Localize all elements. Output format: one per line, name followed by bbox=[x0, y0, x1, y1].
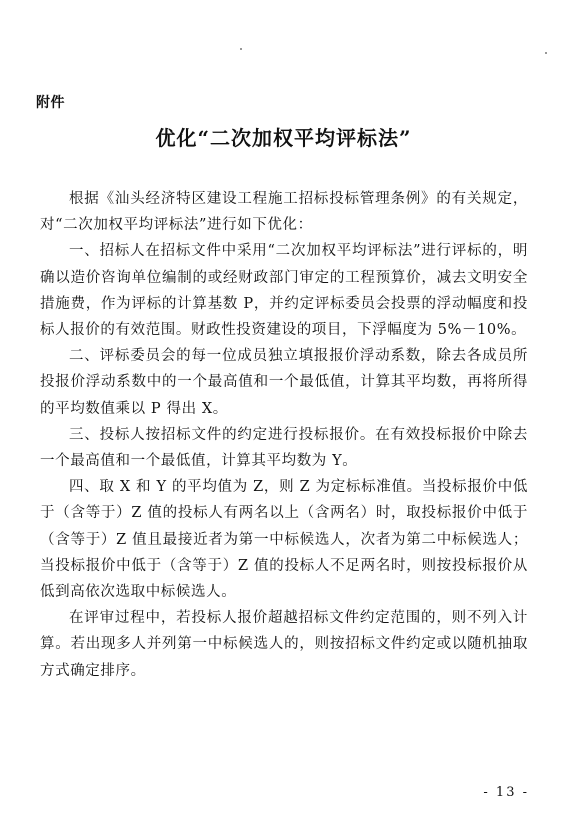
scan-speck bbox=[545, 52, 547, 54]
document-title: 优化“二次加权平均评标法” bbox=[155, 126, 412, 150]
paragraph-item-3: 三、投标人按招标文件的约定进行投标报价。在有效投标报价中除去一个最高值和一个最低值，计算其平均数为 Y。 bbox=[40, 426, 528, 470]
page-number: - 13 - bbox=[483, 785, 529, 800]
paragraph-item-2: 二、评标委员会的每一位成员独立填报报价浮动系数，除去各成员所投报价浮动系数中的一个最高值和一个最低值，计算其平均数，再将所得的平均数值乘以 P 得出 X。 bbox=[40, 348, 528, 417]
attachment-label: 附件 bbox=[36, 95, 65, 111]
document-body bbox=[40, 186, 528, 684]
paragraph-item-1: 一、招标人在招标文件中采用“二次加权平均评标法”进行评标的，明确以造价咨询单位编制的或经财政部门审定的工程预算价，减去文明安全措施费，作为评标的计算基数 P，并约定评标委员会投票的浮动幅度和投标人报价的有效范围。财政性投资建设的项目，下浮幅度为 5%－10%。 bbox=[40, 243, 528, 339]
paragraph-closing: 在评审过程中，若投标人报价超越招标文件约定范围的，则不列入计算。若出现多人并列第一中标候选人的，则按招标文件约定或以随机抽取方式确定排序。 bbox=[40, 610, 528, 679]
paragraph-item-4: 四、取 X 和 Y 的平均值为 Z，则 Z 为定标标准值。当投标报价中低于（含等于）Z 值的投标人有两名以上（含两名）时，取投标报价中低于（含等于）Z 值且最接近者为第一中标候选人，次者为第二中标候选人；当投标报价中低于（含等于）Z 值的投标人不足两名时，则按投标报价从低到高依次选取中标候选人。 bbox=[40, 479, 528, 601]
paragraph-intro: 根据《汕头经济特区建设工程施工招标投标管理条例》的有关规定，对“二次加权平均评标法”进行如下优化： bbox=[40, 191, 528, 234]
scan-speck bbox=[240, 48, 242, 50]
